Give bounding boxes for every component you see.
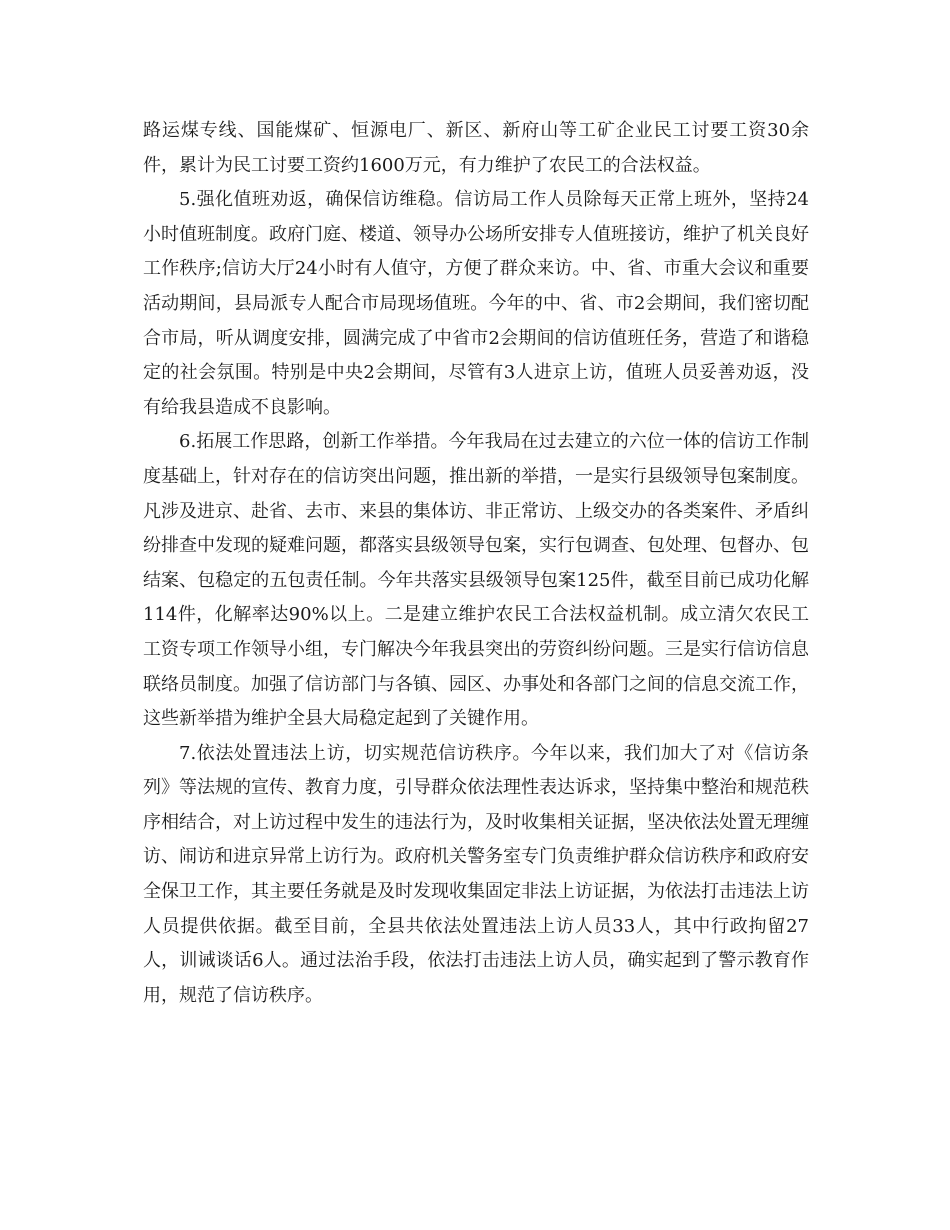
paragraph-item-7: 7.依法处置违法上访，切实规范信访秩序。今年以来，我们加大了对《信访条列》等法规的宣传、教育力度，引导群众依法理性表达诉求，坚持集中整治和规范秩序相结合，对上访过程中发生的违法行为，及时收集相关证据，坚决依法处置无理缠访、闹访和进京异常上访行为。政府机关警务室专门负责维护群众信访秩序和政府安全保卫工作，其主要任务就是及时发现收集固定非法上访证据，为依法打击违法上访人员提供依据。截至目前，全县共依法处置违法上访人员33人，其中行政拘留27人，训诫谈话6人。通过法治手段，依法打击违法上访人员，确实起到了警示教育作用，规范了信访秩序。 — [143, 742, 809, 1006]
paragraph-continuation: 路运煤专线、国能煤矿、恒源电厂、新区、新府山等工矿企业民工讨要工资30余件，累计为民工讨要工资约1600万元，有力维护了农民工的合法权益。 — [143, 120, 809, 176]
paragraph-item-5: 5.强化值班劝返，确保信访维稳。信访局工作人员除每天正常上班外，坚持24小时值班制度。政府门庭、楼道、领导办公场所安排专人值班接访，维护了机关良好工作秩序;信访大厅24小时有人值守，方便了群众来访。中、省、市重大会议和重要活动期间，县局派专人配合市局现场值班。今年的中、省、市2会期间，我们密切配合市局，听从调度安排，圆满完成了中省市2会期间的信访值班任务，营造了和谐稳定的社会氛围。特别是中央2会期间，尽管有3人进京上访，值班人员妥善劝返，没有给我县造成不良影响。 — [143, 189, 809, 418]
document-body — [143, 114, 809, 1013]
paragraph-item-6: 6.拓展工作思路，创新工作举措。今年我局在过去建立的六位一体的信访工作制度基础上，针对存在的信访突出问题，推出新的举措，一是实行县级领导包案制度。凡涉及进京、赴省、去市、来县的集体访、非正常访、上级交办的各类案件、矛盾纠纷排查中发现的疑难问题，都落实县级领导包案，实行包调查、包处理、包督办、包结案、包稳定的五包责任制。今年共落实县级领导包案125件，截至目前已成功化解114件，化解率达90%以上。二是建立维护农民工合法权益机制。成立清欠农民工工资专项工作领导小组，专门解决今年我县突出的劳资纠纷问题。三是实行信访信息联络员制度。加强了信访部门与各镇、园区、办事处和各部门之间的信息交流工作，这些新举措为维护全县大局稳定起到了关键作用。 — [143, 431, 809, 730]
